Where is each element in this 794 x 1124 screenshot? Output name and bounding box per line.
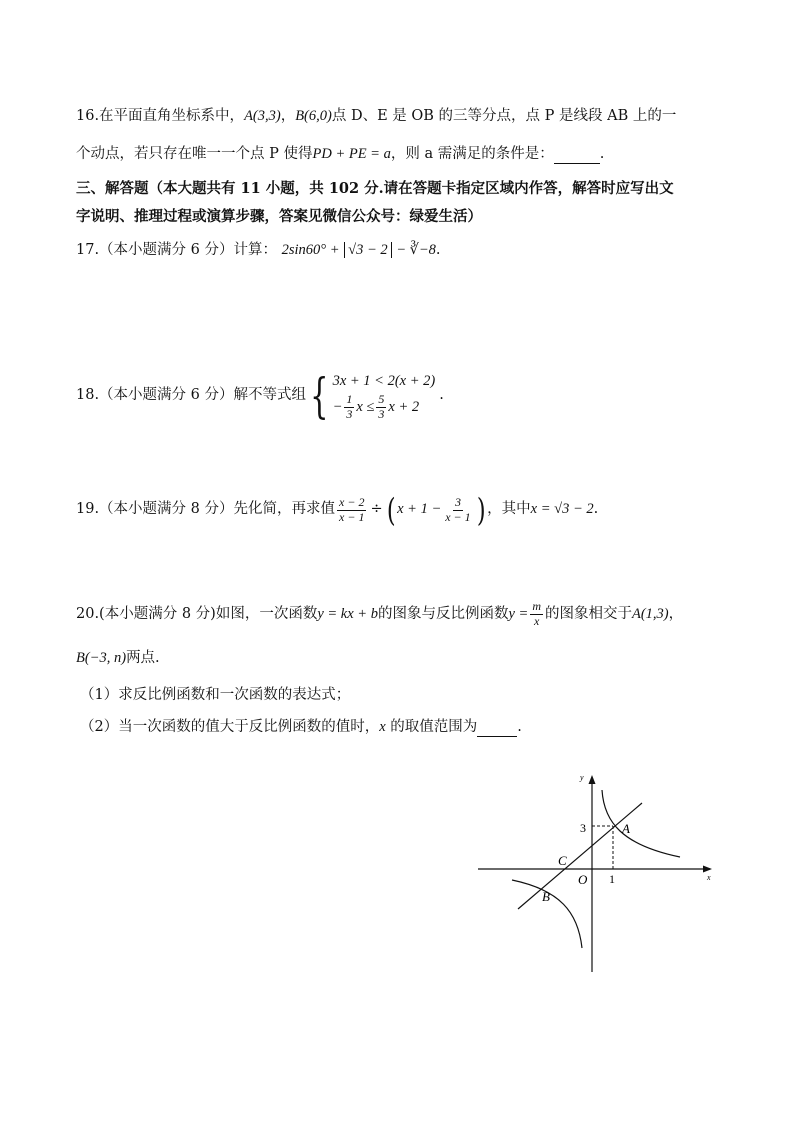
q19-line: 19.（本小题满分 8 分）先化简，再求值 $\frac{x - 2}{x - 1}$ ÷ ( x + 1 − $\frac{3}{x - 1}$ ) ，其中 x = √3 − 2 . xyxy=(76,491,599,529)
fraction: $\frac{m}{x}$ xyxy=(532,599,541,628)
q16-line2: 个动点，若只存在唯一一个点 P 使得PD + PE = a，则 a 需满足的条件是： . xyxy=(76,146,604,164)
inequality-1: 3x + 1 < 2(x + 2) xyxy=(332,373,436,389)
section-heading-line2: 字说明、推理过程或演算步骤，答案见微信公众号：绿爱生活） xyxy=(76,208,482,225)
fraction: $\frac{x - 2}{x - 1}$ xyxy=(339,494,365,524)
q20-part2: （2）当一次函数的值大于反比例函数的值时，x 的取值范围为 . xyxy=(80,719,522,737)
point-c-label: C xyxy=(558,853,567,868)
y-axis-label: y xyxy=(580,773,584,782)
inequality-2: − $\frac{1}{3}$ x ≤ $\frac{5}{3}$ x + 2 xyxy=(332,392,420,421)
q17-line: 17.（本小题满分 6 分）计算： 2sin60° + √3 − 2 − ∛−8. xyxy=(76,242,441,258)
section-heading-line1: 三、解答题（本大题共有 11 小题，共 102 分.请在答题卡指定区域内作答，解答时应写出文 xyxy=(76,180,674,197)
right-paren: ) xyxy=(476,491,486,529)
left-paren: ( xyxy=(386,491,396,529)
q20-line1: 20.(本小题满分 8 分)如图，一次函数 y = kx + b 的图象与反比例函数 y = $\frac{m}{x}$ 的图象相交于 A(1,3) ， xyxy=(76,599,684,628)
fraction: $\frac{5}{3}$ xyxy=(378,392,385,421)
y-axis-arrow xyxy=(589,775,596,784)
q20-part1: （1）求反比例函数和一次函数的表达式； xyxy=(80,687,351,703)
point-a-label: A xyxy=(622,821,630,836)
absolute-value: √3 − 2 xyxy=(344,242,392,258)
point-b-label: B xyxy=(542,889,550,904)
x-axis-label: x xyxy=(707,873,711,882)
origin-label: O xyxy=(578,872,588,887)
fraction: $\frac{1}{3}$ xyxy=(346,392,353,421)
q18-line: 18.（本小题满分 6 分）解不等式组 { 3x + 1 < 2(x + 2) − $\frac{1}{3}$ x ≤ $\frac{5}{3}$ x + 2 . xyxy=(76,367,444,424)
tick-label-1: 1 xyxy=(609,872,615,886)
q16-line1: 16.在平面直角坐标系中，A(3,3)，B(6,0)点 D、E 是 OB 的三等分点，点 P 是线段 AB 上的一 xyxy=(76,108,677,124)
hyperbola-branch-q1 xyxy=(602,790,680,857)
linear-function-line xyxy=(518,803,642,909)
q20-line2: B(−3, n)两点. xyxy=(76,650,160,666)
tick-label-3: 3 xyxy=(580,821,586,835)
fraction: $\frac{3}{x - 1}$ xyxy=(445,494,471,524)
x-axis-arrow xyxy=(703,866,712,873)
system-brace: { xyxy=(310,367,329,424)
